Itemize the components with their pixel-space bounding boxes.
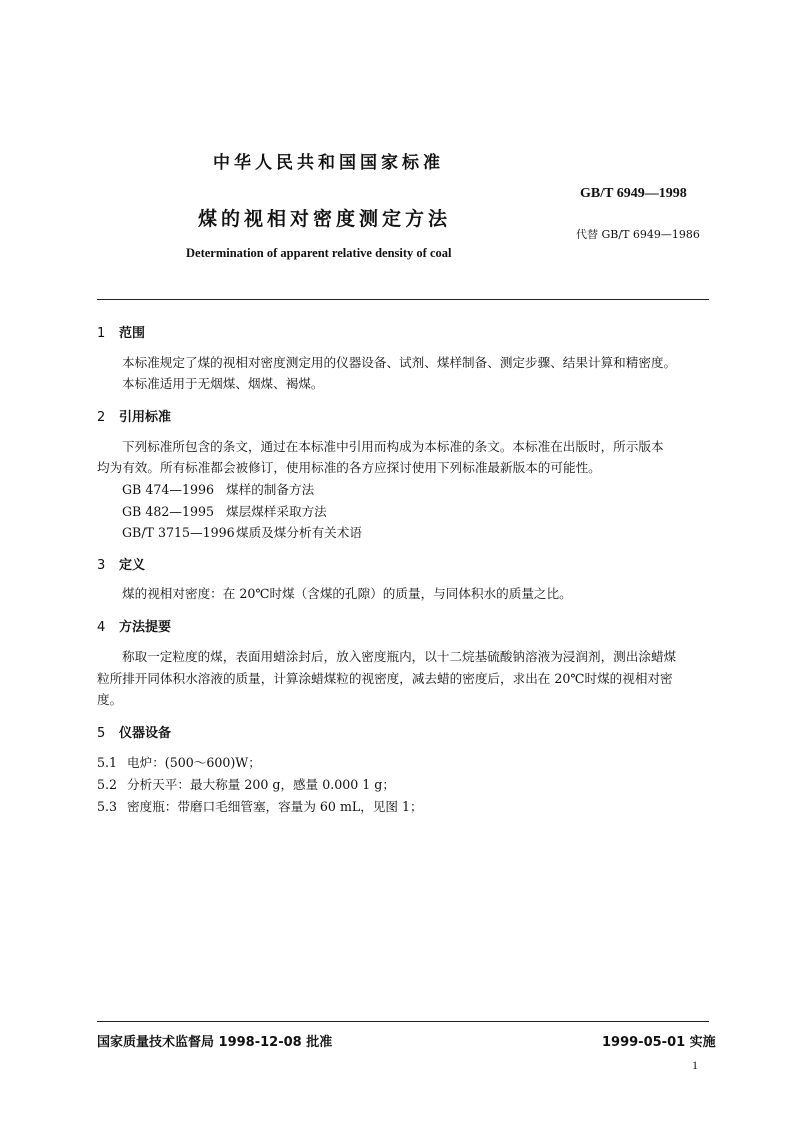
document-title: 煤的视相对密度测定方法 [198, 208, 452, 230]
section-4-heading [97, 616, 171, 635]
approval-line: 国家质量技术监督局 1998-12-08 批准 [97, 1035, 333, 1050]
section-5-heading [97, 722, 171, 741]
item-text: 密度瓶：带磨口毛细管塞，容量为 60 mL，见图 1； [127, 799, 423, 814]
equipment-item [97, 752, 261, 771]
page-number: 1 [692, 1058, 698, 1072]
reference-title: 煤质及煤分析有关术语 [236, 525, 362, 540]
reference-code: GB 482—1995 [122, 504, 214, 519]
item-text: 分析天平：最大称量 200 g，感量 0.000 1 g； [127, 777, 395, 792]
footer-divider [97, 1021, 709, 1022]
section-4-line-1: 称取一定粒度的煤，表面用蜡涂封后，放入密度瓶内，以十二烷基硫酸钠溶液为浸润剂，测出涂蜡煤 [122, 649, 677, 664]
reference-code: GB/T 3715—1996 [122, 525, 235, 540]
reference-item [122, 480, 314, 500]
section-1-paragraph-2: 本标准适用于无烟煤、烟煤、褐煤。 [122, 376, 324, 391]
item-text: 电炉：(500～600)W； [127, 755, 261, 770]
section-1-paragraph-1: 本标准规定了煤的视相对密度测定用的仪器设备、试剂、煤样制备、测定步骤、结果计算和精密度。 [122, 355, 677, 370]
section-title: 定义 [119, 558, 146, 573]
replaces-note: 代替 GB/T 6949—1986 [576, 228, 700, 241]
equipment-item [97, 796, 423, 815]
equipment-item [97, 774, 395, 793]
section-2-intro-line-1: 下列标准所包含的条文，通过在本标准中引用而构成为本标准的条文。本标准在出版时，所示版本 [122, 439, 664, 454]
reference-item [122, 502, 327, 522]
section-number: 1 [97, 326, 106, 341]
item-number: 5.1 [97, 755, 118, 770]
standard-code: GB/T 6949—1998 [580, 186, 687, 201]
implementation-date: 1999-05-01 实施 [602, 1035, 716, 1050]
section-3-heading [97, 554, 145, 573]
item-number: 5.2 [97, 777, 118, 792]
section-title: 仪器设备 [119, 726, 172, 741]
section-number: 4 [97, 620, 106, 635]
reference-title: 煤样的制备方法 [226, 482, 315, 497]
section-title: 方法提要 [119, 620, 172, 635]
header-divider [97, 299, 709, 300]
section-2-heading [97, 406, 171, 425]
section-number: 3 [97, 558, 106, 573]
section-number: 2 [97, 410, 106, 425]
section-3-definition: 煤的视相对密度：在 20℃时煤（含煤的孔隙）的质量，与同体积水的质量之比。 [122, 586, 572, 601]
reference-title: 煤层煤样采取方法 [226, 504, 327, 519]
reference-item [122, 523, 362, 543]
section-number: 5 [97, 726, 106, 741]
english-title: Determination of apparent relative density of coal [186, 246, 452, 260]
section-title: 引用标准 [119, 410, 172, 425]
section-4-line-3: 度。 [97, 692, 123, 707]
section-2-intro-line-2: 均为有效。所有标准都会被修订，使用标准的各方应探讨使用下列标准最新版本的可能性。 [97, 460, 601, 475]
reference-code: GB 474—1996 [122, 482, 214, 497]
section-title: 范围 [119, 326, 146, 341]
standard-title: 中华人民共和国国家标准 [213, 153, 444, 173]
section-4-line-2: 粒所排开同体积水溶液的质量，计算涂蜡煤粒的视密度，减去蜡的密度后，求出在 20℃时煤的视相对密 [97, 671, 673, 686]
item-number: 5.3 [97, 799, 118, 814]
section-1-heading [97, 322, 145, 341]
